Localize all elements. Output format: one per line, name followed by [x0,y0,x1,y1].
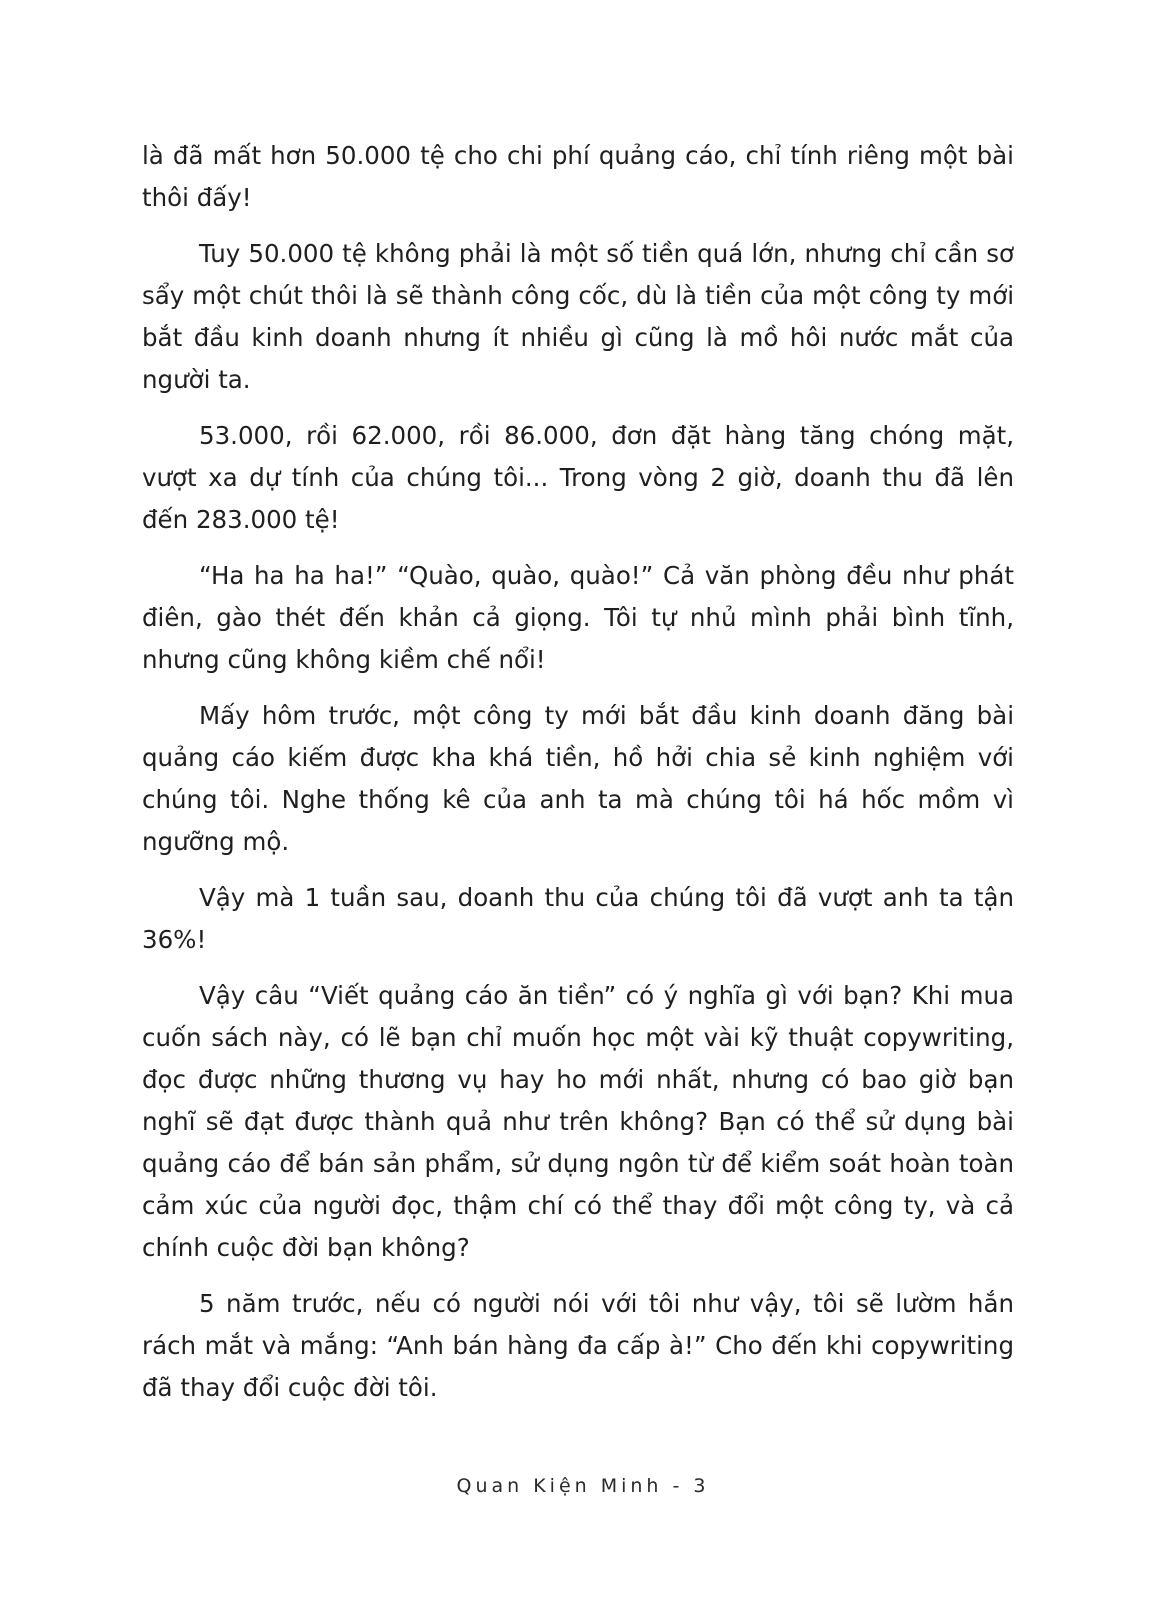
paragraph-5: Mấy hôm trước, một công ty mới bắt đầu kinh doanh đăng bài quảng cáo kiếm được kha khá tiền, hồ hởi chia sẻ kinh nghiệm với chúng tôi. Nghe thống kê của anh ta mà chúng tôi há hốc mồm vì ngưỡng mộ. [142,701,1014,856]
paragraph-3: 53.000, rồi 62.000, rồi 86.000, đơn đặt hàng tăng chóng mặt, vượt xa dự tính của chúng tôi... Trong vòng 2 giờ, doanh thu đã lên đến 283.000 tệ! [142,421,1014,534]
paragraph-2: Tuy 50.000 tệ không phải là một số tiền quá lớn, nhưng chỉ cần sơ sẩy một chút thôi là sẽ thành công cốc, dù là tiền của một công ty mới bắt đầu kinh doanh nhưng ít nhiều gì cũng là mồ hôi nước mắt của người ta. [142,239,1014,394]
paragraph-7: Vậy câu “Viết quảng cáo ăn tiền” có ý nghĩa gì với bạn? Khi mua cuốn sách này, có lẽ bạn chỉ muốn học một vài kỹ thuật copywriting, đọc được những thương vụ hay ho mới nhất, nhưng có bao giờ bạn nghĩ sẽ đạt được thành quả như trên không? Bạn có thể sử dụng bài quảng cáo để bán sản phẩm, sử dụng ngôn từ để kiểm soát hoàn toàn cảm xúc của người đọc, thậm chí có thể thay đổi một công ty, và cả chính cuộc đời bạn không? [142,981,1014,1262]
page-body [142,135,1014,1423]
paragraph-6: Vậy mà 1 tuần sau, doanh thu của chúng tôi đã vượt anh ta tận 36%! [142,883,1014,954]
paragraph-8: 5 năm trước, nếu có người nói với tôi như vậy, tôi sẽ lườm hắn rách mắt và mắng: “Anh bán hàng đa cấp à!” Cho đến khi copywriting đã thay đổi cuộc đời tôi. [142,1289,1014,1402]
paragraph-4: “Ha ha ha ha!” “Quào, quào, quào!” Cả văn phòng đều như phát điên, gào thét đến khản cả giọng. Tôi tự nhủ mình phải bình tĩnh, nhưng cũng không kiềm chế nổi! [142,561,1014,674]
paragraph-1: là đã mất hơn 50.000 tệ cho chi phí quảng cáo, chỉ tính riêng một bài thôi đấy! [142,141,1014,212]
page-footer: Quan Kiện Minh - 3 [456,1475,710,1497]
